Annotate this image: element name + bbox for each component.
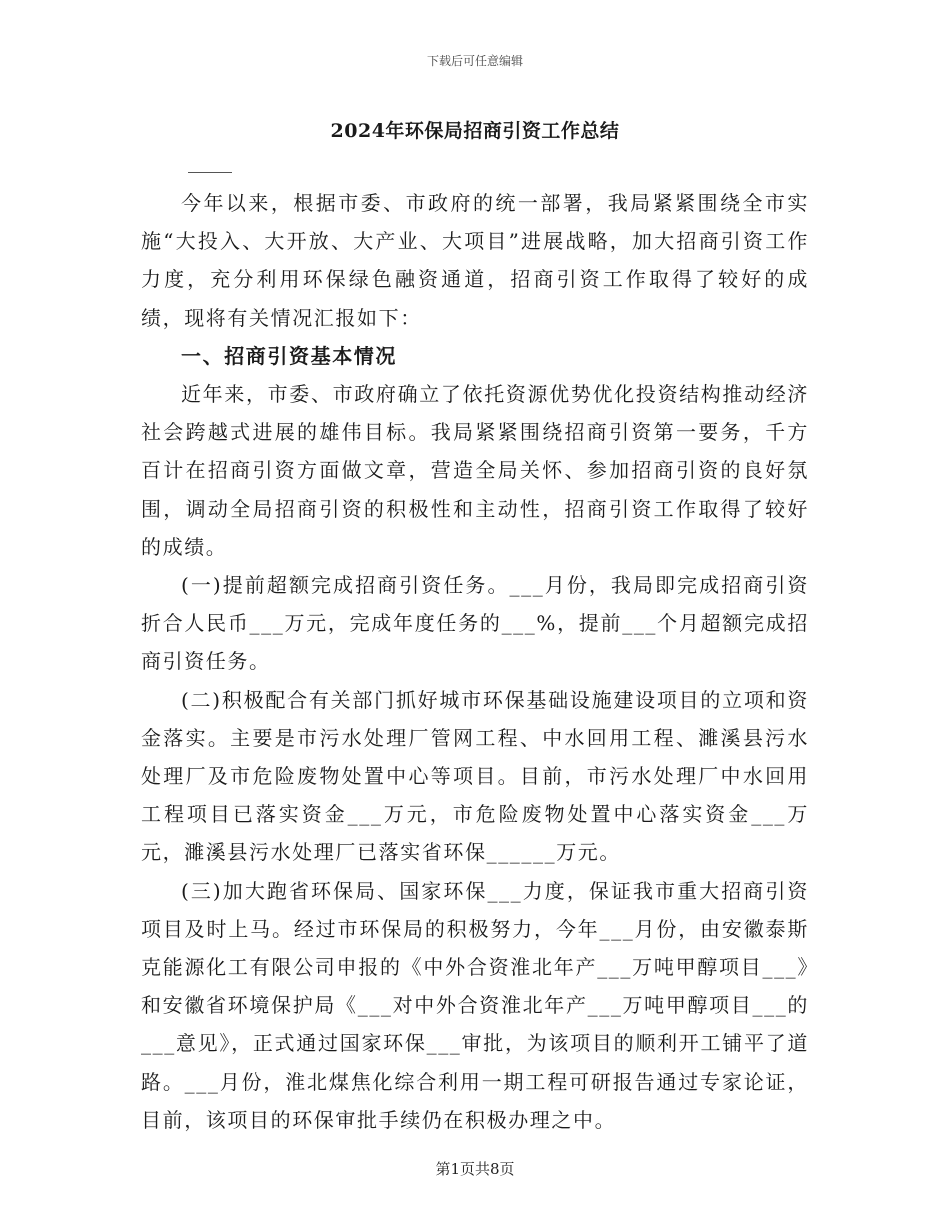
intro-paragraph: 今年以来，根据市委、市政府的统一部署，我局紧紧围绕全市实施“大投入、大开放、大产业、大项目”进展战略，加大招商引资工作力度，充分利用环保绿色融资通道，招商引资工作取得了较好的成绩，现将有关情况汇报如下： (141, 191, 809, 330)
section1-intro-paragraph: 近年来，市委、市政府确立了依托资源优势优化投资结构推动经济社会跨越式进展的雄伟目标。我局紧紧围绕招商引资第一要务，千方百计在招商引资方面做文章，营造全局关怀、参加招商引资的良好氛围，调动全局招商引资的积极性和主动性，招商引资工作取得了较好的成绩。 (141, 382, 809, 559)
item-2-paragraph: (二)积极配合有关部门抓好城市环保基础设施建设项目的立项和资金落实。主要是市污水处理厂管网工程、中水回用工程、濉溪县污水处理厂及市危险废物处置中心等项目。目前，市污水处理厂中水回用工程项目已落实资金___万元，市危险废物处置中心落实资金___万元，濉溪县污水处理厂已落实省环保______万元。 (141, 687, 809, 865)
item-3-paragraph: (三)加大跑省环保局、国家环保___力度，保证我市重大招商引资项目及时上马。经过市环保局的积极努力，今年___月份，由安徽泰斯克能源化工有限公司申报的《中外合资淮北年产___万吨甲醇项目___》和安徽省环境保护局《___对中外合资淮北年产___万吨甲醇项目___的___意见》，正式通过国家环保___审批，为该项目的顺利开工铺平了道路。___月份，淮北煤焦化综合利用一期工程可研报告通过专家论证，目前，该项目的环保审批手续仍在积极办理之中。 (141, 878, 809, 1132)
page-header-note: 下载后可任意编辑 (426, 54, 523, 68)
page-number: 第1页共8页 (435, 1160, 515, 1178)
section-heading-1: 一、招商引资基本情况 (181, 343, 397, 368)
document-title: 2024年环保局招商引资工作总结 (330, 120, 620, 142)
item-1-paragraph: (一)提前超额完成招商引资任务。___月份，我局即完成招商引资折合人民币___万元，完成年度任务的___%，提前___个月超额完成招商引资任务。 (141, 573, 809, 674)
document-body (141, 184, 809, 1139)
title-rule-divider (188, 172, 232, 173)
